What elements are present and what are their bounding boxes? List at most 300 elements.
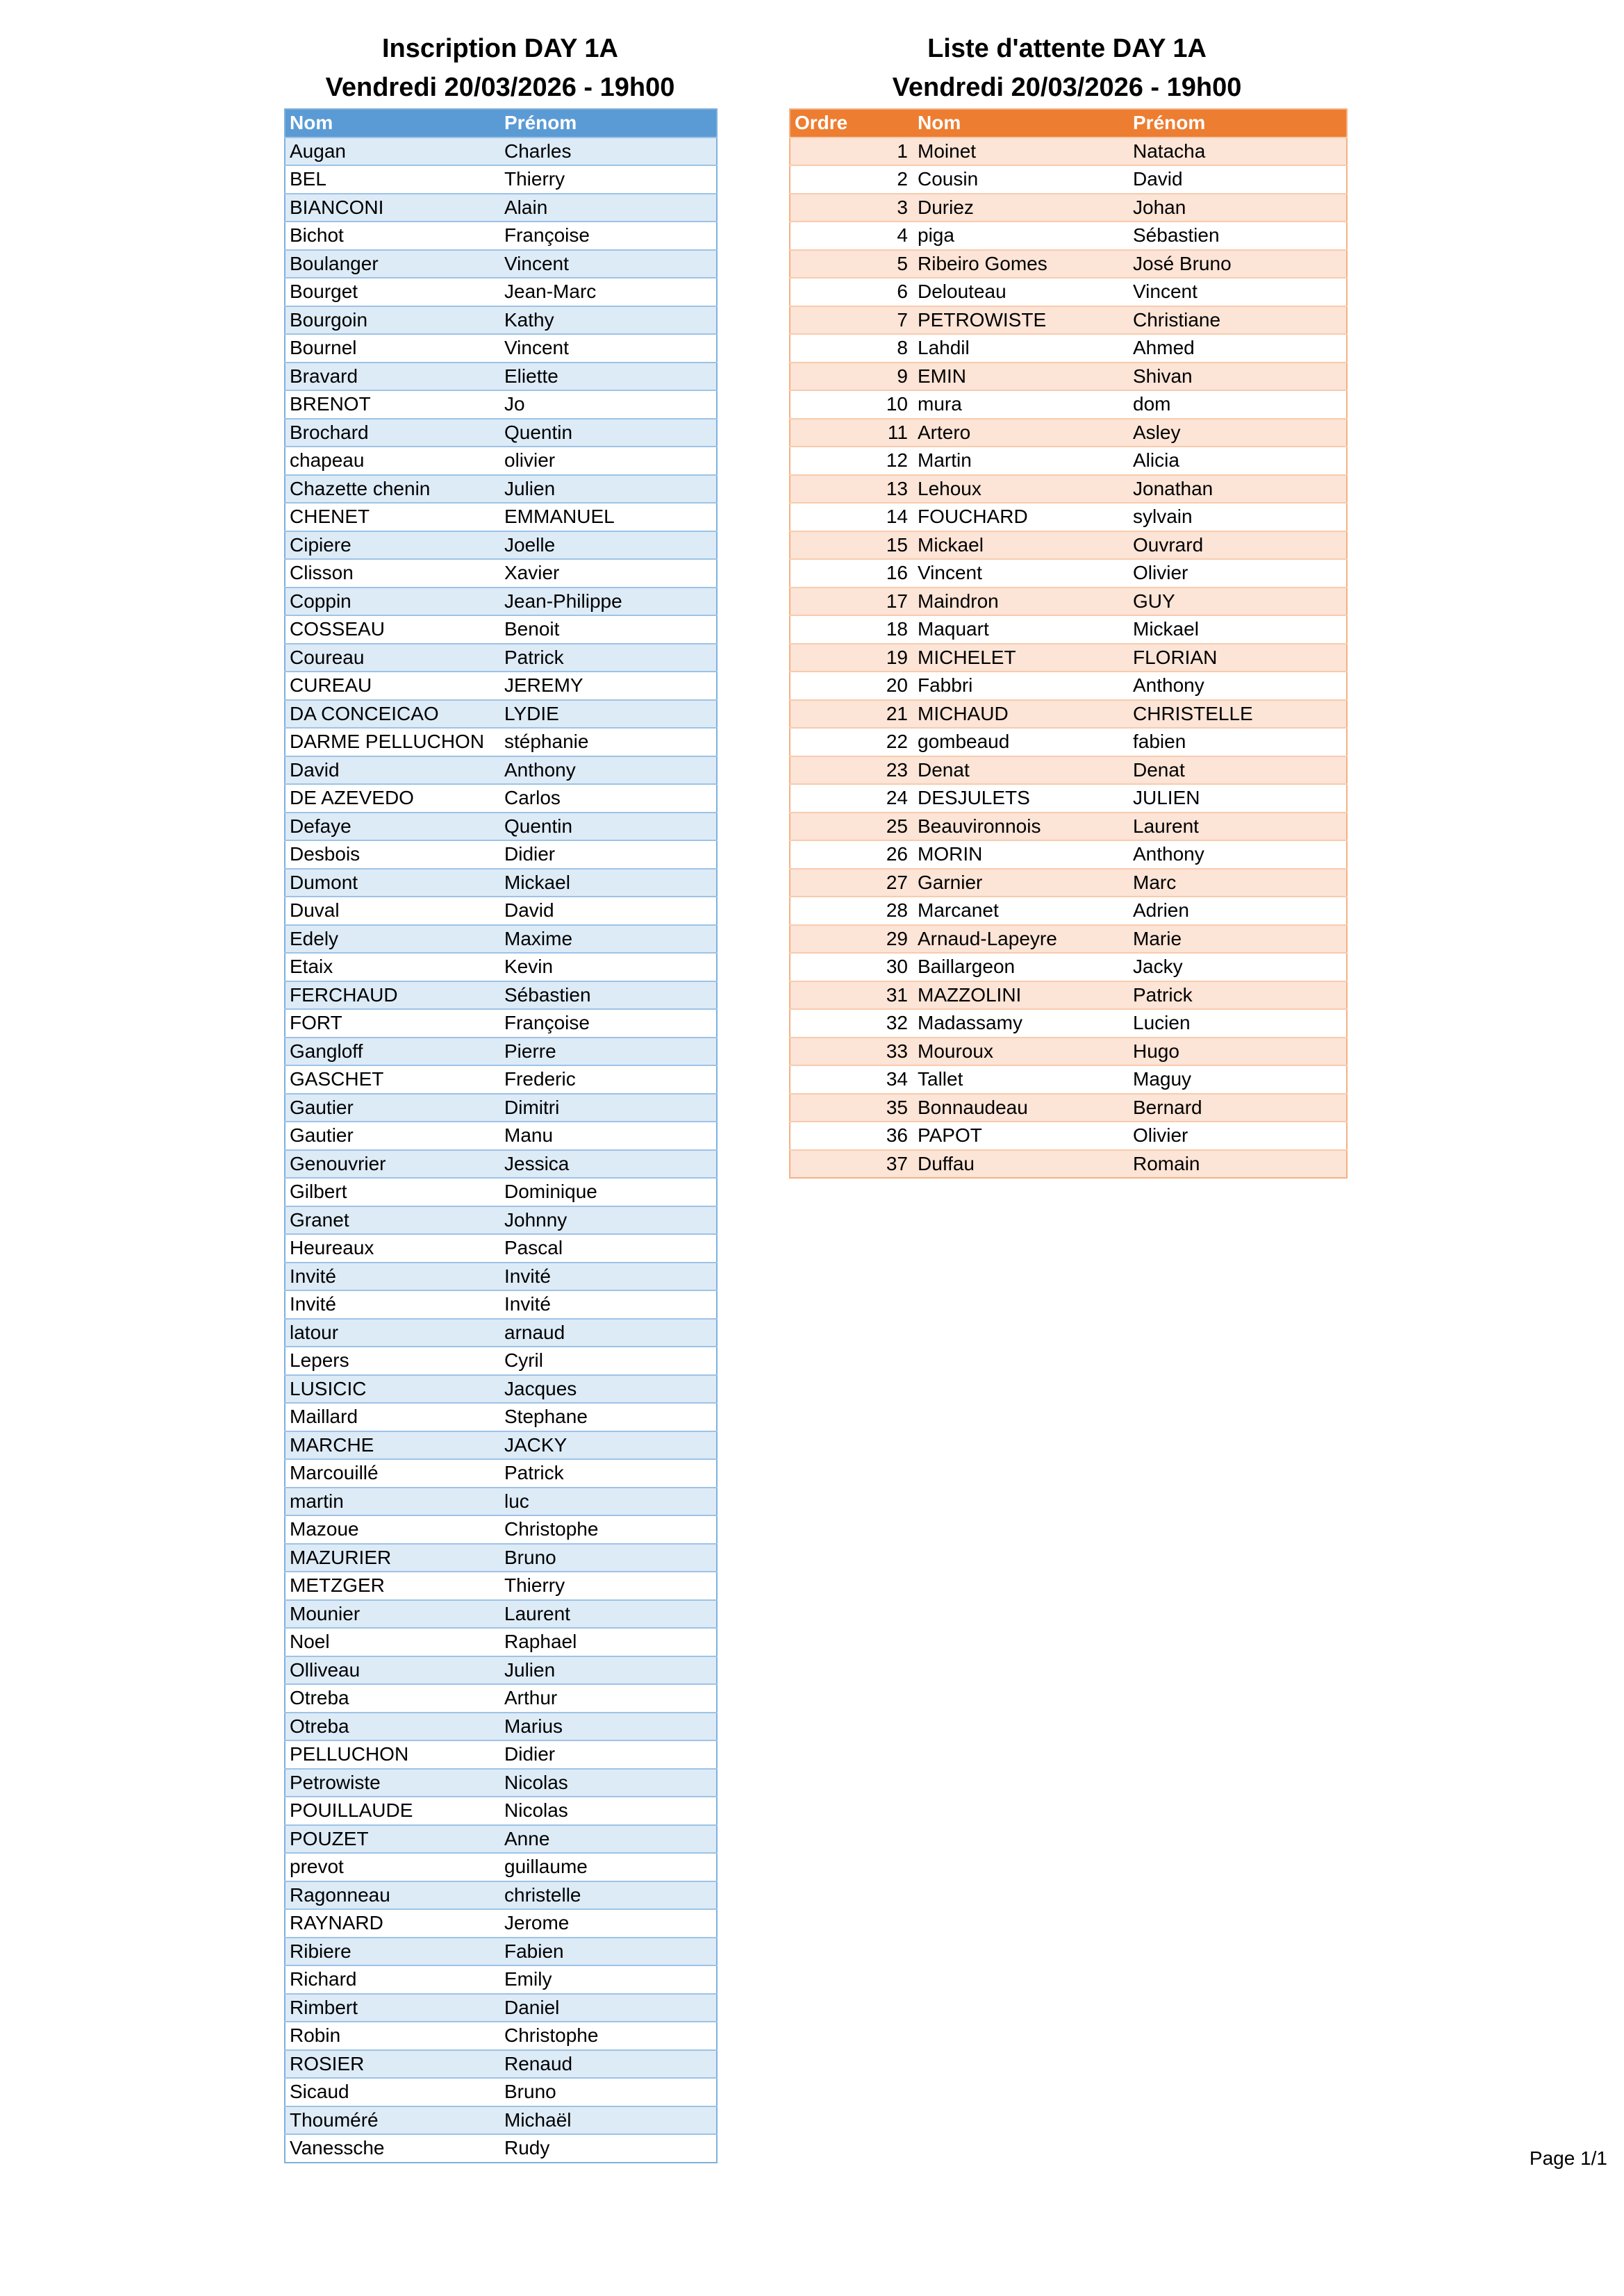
nom-cell: Denat — [913, 756, 1129, 785]
table-row — [285, 728, 717, 756]
table-row — [285, 1009, 717, 1038]
prenom-cell: Renaud — [500, 2050, 717, 2079]
ordre-cell: 37 — [790, 1150, 913, 1179]
nom-cell: PETROWISTE — [913, 306, 1129, 335]
nom-cell: Fabbri — [913, 672, 1129, 700]
table-row — [790, 475, 1347, 504]
table-row — [285, 222, 717, 250]
ordre-cell: 19 — [790, 644, 913, 672]
table-row — [285, 784, 717, 813]
nom-cell: Duffau — [913, 1150, 1129, 1179]
prenom-cell: Thierry — [500, 1572, 717, 1600]
nom-cell: Dumont — [285, 869, 500, 897]
table-row — [285, 1853, 717, 1881]
nom-cell: Robin — [285, 2022, 500, 2050]
table-row — [790, 306, 1347, 335]
prenom-cell: Nicolas — [500, 1797, 717, 1825]
prenom-cell: Anne — [500, 1825, 717, 1854]
nom-cell: BIANCONI — [285, 194, 500, 222]
table-row — [285, 165, 717, 194]
nom-cell: Beauvironnois — [913, 813, 1129, 841]
table-row — [790, 840, 1347, 869]
prenom-cell: Johnny — [500, 1206, 717, 1235]
prenom-cell: Jacky — [1129, 953, 1347, 981]
table-row — [285, 925, 717, 954]
prenom-cell: Dominique — [500, 1178, 717, 1206]
nom-cell: POUZET — [285, 1825, 500, 1854]
prenom-cell: Sébastien — [500, 981, 717, 1010]
table-row — [790, 559, 1347, 588]
nom-cell: FOUCHARD — [913, 503, 1129, 531]
prenom-cell: Emily — [500, 1965, 717, 1994]
prenom-cell: Raphael — [500, 1628, 717, 1656]
ordre-cell: 13 — [790, 475, 913, 504]
ordre-cell: 34 — [790, 1065, 913, 1094]
ordre-cell: 16 — [790, 559, 913, 588]
page-number: Page 1/1 — [1529, 2147, 1607, 2169]
table-row — [790, 784, 1347, 813]
table-row — [285, 419, 717, 447]
ordre-cell: 25 — [790, 813, 913, 841]
nom-cell: Sicaud — [285, 2078, 500, 2106]
table-row — [285, 1094, 717, 1122]
table-row — [790, 1038, 1347, 1066]
nom-cell: Maindron — [913, 588, 1129, 616]
table-row — [285, 306, 717, 335]
table-row — [285, 1347, 717, 1375]
table-row — [790, 1065, 1347, 1094]
ordre-cell: 3 — [790, 194, 913, 222]
nom-cell: FORT — [285, 1009, 500, 1038]
table-row — [790, 672, 1347, 700]
table-row — [285, 981, 717, 1010]
header-ordre: Ordre — [790, 109, 913, 138]
nom-cell: Ragonneau — [285, 1881, 500, 1910]
table-row — [790, 194, 1347, 222]
registration-title-line2: Vendredi 20/03/2026 - 19h00 — [325, 73, 675, 102]
prenom-cell: guillaume — [500, 1853, 717, 1881]
prenom-cell: Vincent — [1129, 278, 1347, 306]
nom-cell: COSSEAU — [285, 615, 500, 644]
prenom-cell: Jacques — [500, 1375, 717, 1404]
ordre-cell: 32 — [790, 1009, 913, 1038]
table-row — [790, 531, 1347, 560]
prenom-cell: Pierre — [500, 1038, 717, 1066]
prenom-cell: Carlos — [500, 784, 717, 813]
table-row — [790, 363, 1347, 391]
nom-cell: Rimbert — [285, 1994, 500, 2022]
nom-cell: MAZZOLINI — [913, 981, 1129, 1010]
prenom-cell: Ahmed — [1129, 334, 1347, 363]
table-row — [285, 1881, 717, 1910]
table-row — [285, 1178, 717, 1206]
prenom-cell: Daniel — [500, 1994, 717, 2022]
prenom-cell: Maguy — [1129, 1065, 1347, 1094]
table-row — [285, 1263, 717, 1291]
nom-cell: Marcouillé — [285, 1459, 500, 1488]
nom-cell: Bichot — [285, 222, 500, 250]
table-row — [285, 1515, 717, 1544]
table-row — [285, 1600, 717, 1629]
header-prenom: Prénom — [500, 109, 717, 138]
table-row — [790, 1094, 1347, 1122]
nom-cell: Delouteau — [913, 278, 1129, 306]
prenom-cell: Mickael — [500, 869, 717, 897]
nom-cell: EMIN — [913, 363, 1129, 391]
prenom-cell: Quentin — [500, 419, 717, 447]
table-row — [285, 588, 717, 616]
nom-cell: Maillard — [285, 1403, 500, 1431]
prenom-cell: Benoit — [500, 615, 717, 644]
nom-cell: Baillargeon — [913, 953, 1129, 981]
table-row — [285, 615, 717, 644]
nom-cell: Granet — [285, 1206, 500, 1235]
table-row — [285, 1290, 717, 1319]
nom-cell: Invité — [285, 1290, 500, 1319]
nom-cell: PAPOT — [913, 1122, 1129, 1150]
table-row — [285, 250, 717, 278]
nom-cell: Gangloff — [285, 1038, 500, 1066]
nom-cell: Vanessche — [285, 2134, 500, 2163]
table-row — [790, 447, 1347, 475]
table-row — [285, 1825, 717, 1854]
table-row — [790, 615, 1347, 644]
nom-cell: Mazoue — [285, 1515, 500, 1544]
prenom-cell: Cyril — [500, 1347, 717, 1375]
ordre-cell: 31 — [790, 981, 913, 1010]
nom-cell: Mickael — [913, 531, 1129, 560]
prenom-cell: Didier — [500, 840, 717, 869]
table-row — [285, 1769, 717, 1797]
prenom-cell: Françoise — [500, 1009, 717, 1038]
nom-cell: Bourgoin — [285, 306, 500, 335]
prenom-cell: Lucien — [1129, 1009, 1347, 1038]
nom-cell: Artero — [913, 419, 1129, 447]
table-row — [285, 138, 717, 166]
nom-cell: Duriez — [913, 194, 1129, 222]
ordre-cell: 24 — [790, 784, 913, 813]
ordre-cell: 20 — [790, 672, 913, 700]
table-row — [790, 503, 1347, 531]
ordre-cell: 7 — [790, 306, 913, 335]
prenom-cell: Romain — [1129, 1150, 1347, 1179]
table-row — [285, 1994, 717, 2022]
table-row — [790, 1150, 1347, 1179]
table-row — [790, 953, 1347, 981]
nom-cell: Chazette chenin — [285, 475, 500, 504]
prenom-cell: FLORIAN — [1129, 644, 1347, 672]
prenom-cell: Jean-Philippe — [500, 588, 717, 616]
table-row — [790, 813, 1347, 841]
nom-cell: Gautier — [285, 1122, 500, 1150]
nom-cell: MORIN — [913, 840, 1129, 869]
table-row — [285, 334, 717, 363]
table-row — [285, 1909, 717, 1938]
prenom-cell: Julien — [500, 1656, 717, 1685]
waiting-list-rows — [790, 138, 1347, 1179]
waiting-list-title-line1: Liste d'attente DAY 1A — [927, 34, 1207, 63]
nom-cell: Bravard — [285, 363, 500, 391]
prenom-cell: Marc — [1129, 869, 1347, 897]
table-row — [285, 700, 717, 729]
ordre-cell: 10 — [790, 390, 913, 419]
waiting-list-table — [789, 108, 1348, 1179]
table-row — [285, 2106, 717, 2135]
table-row — [790, 897, 1347, 925]
nom-cell: Etaix — [285, 953, 500, 981]
nom-cell: Mouroux — [913, 1038, 1129, 1066]
table-row — [285, 840, 717, 869]
nom-cell: Richard — [285, 1965, 500, 1994]
nom-cell: DESJULETS — [913, 784, 1129, 813]
prenom-cell: Jonathan — [1129, 475, 1347, 504]
prenom-cell: José Bruno — [1129, 250, 1347, 278]
nom-cell: Mounier — [285, 1600, 500, 1629]
prenom-cell: Anthony — [500, 756, 717, 785]
nom-cell: Garnier — [913, 869, 1129, 897]
ordre-cell: 36 — [790, 1122, 913, 1150]
prenom-cell: Bruno — [500, 1544, 717, 1572]
nom-cell: mura — [913, 390, 1129, 419]
nom-cell: chapeau — [285, 447, 500, 475]
nom-cell: Coppin — [285, 588, 500, 616]
table-row — [285, 1319, 717, 1347]
nom-cell: Invité — [285, 1263, 500, 1291]
nom-cell: BRENOT — [285, 390, 500, 419]
ordre-cell: 22 — [790, 728, 913, 756]
prenom-cell: Anthony — [1129, 840, 1347, 869]
nom-cell: Defaye — [285, 813, 500, 841]
nom-cell: Coureau — [285, 644, 500, 672]
table-row — [790, 222, 1347, 250]
prenom-cell: Laurent — [1129, 813, 1347, 841]
nom-cell: Desbois — [285, 840, 500, 869]
prenom-cell: Invité — [500, 1263, 717, 1291]
prenom-cell: LYDIE — [500, 700, 717, 729]
table-row — [790, 250, 1347, 278]
nom-cell: Marcanet — [913, 897, 1129, 925]
nom-cell: ROSIER — [285, 2050, 500, 2079]
table-row — [285, 1684, 717, 1713]
table-row — [790, 728, 1347, 756]
nom-cell: Olliveau — [285, 1656, 500, 1685]
table-row — [285, 1740, 717, 1769]
prenom-cell: Frederic — [500, 1065, 717, 1094]
waiting-list-title — [788, 29, 1346, 107]
nom-cell: Bourget — [285, 278, 500, 306]
prenom-cell: Joelle — [500, 531, 717, 560]
table-row — [285, 1403, 717, 1431]
prenom-cell: Natacha — [1129, 138, 1347, 166]
nom-cell: BEL — [285, 165, 500, 194]
table-row — [285, 813, 717, 841]
table-row — [285, 1234, 717, 1263]
nom-cell: latour — [285, 1319, 500, 1347]
nom-cell: DA CONCEICAO — [285, 700, 500, 729]
nom-cell: gombeaud — [913, 728, 1129, 756]
prenom-cell: Manu — [500, 1122, 717, 1150]
prenom-cell: Jessica — [500, 1150, 717, 1179]
ordre-cell: 23 — [790, 756, 913, 785]
nom-cell: Cipiere — [285, 531, 500, 560]
table-row — [285, 897, 717, 925]
nom-cell: Heureaux — [285, 1234, 500, 1263]
prenom-cell: Julien — [500, 475, 717, 504]
prenom-cell: Kathy — [500, 306, 717, 335]
table-row — [790, 869, 1347, 897]
table-row — [285, 2134, 717, 2163]
registration-header-row — [285, 109, 717, 138]
nom-cell: Otreba — [285, 1713, 500, 1741]
nom-cell: Ribiere — [285, 1938, 500, 1966]
ordre-cell: 27 — [790, 869, 913, 897]
table-row — [285, 390, 717, 419]
ordre-cell: 14 — [790, 503, 913, 531]
nom-cell: Lehoux — [913, 475, 1129, 504]
table-row — [285, 1488, 717, 1516]
nom-cell: DARME PELLUCHON — [285, 728, 500, 756]
prenom-cell: Charles — [500, 138, 717, 166]
prenom-cell: Patrick — [500, 644, 717, 672]
prenom-cell: Eliette — [500, 363, 717, 391]
table-row — [285, 1797, 717, 1825]
nom-cell: Lahdil — [913, 334, 1129, 363]
nom-cell: MICHELET — [913, 644, 1129, 672]
prenom-cell: Alicia — [1129, 447, 1347, 475]
table-row — [790, 419, 1347, 447]
nom-cell: CUREAU — [285, 672, 500, 700]
nom-cell: Tallet — [913, 1065, 1129, 1094]
nom-cell: Cousin — [913, 165, 1129, 194]
nom-cell: METZGER — [285, 1572, 500, 1600]
header-nom: Nom — [913, 109, 1129, 138]
table-row — [285, 672, 717, 700]
table-row — [790, 644, 1347, 672]
nom-cell: Genouvrier — [285, 1150, 500, 1179]
prenom-cell: JACKY — [500, 1431, 717, 1460]
table-row — [285, 2078, 717, 2106]
table-row — [790, 390, 1347, 419]
prenom-cell: Françoise — [500, 222, 717, 250]
ordre-cell: 28 — [790, 897, 913, 925]
nom-cell: Otreba — [285, 1684, 500, 1713]
prenom-cell: Hugo — [1129, 1038, 1347, 1066]
table-row — [790, 1009, 1347, 1038]
nom-cell: Bournel — [285, 334, 500, 363]
table-row — [285, 1065, 717, 1094]
prenom-cell: dom — [1129, 390, 1347, 419]
nom-cell: MAZURIER — [285, 1544, 500, 1572]
table-row — [285, 756, 717, 785]
table-row — [790, 700, 1347, 729]
prenom-cell: Sébastien — [1129, 222, 1347, 250]
table-row — [285, 1713, 717, 1741]
table-row — [285, 1459, 717, 1488]
table-row — [285, 1544, 717, 1572]
nom-cell: Thouméré — [285, 2106, 500, 2135]
prenom-cell: David — [500, 897, 717, 925]
prenom-cell: Anthony — [1129, 672, 1347, 700]
ordre-cell: 12 — [790, 447, 913, 475]
nom-cell: Madassamy — [913, 1009, 1129, 1038]
header-prenom: Prénom — [1129, 109, 1347, 138]
table-row — [790, 588, 1347, 616]
ordre-cell: 21 — [790, 700, 913, 729]
prenom-cell: Dimitri — [500, 1094, 717, 1122]
table-row — [285, 869, 717, 897]
table-row — [790, 981, 1347, 1010]
table-row — [285, 1965, 717, 1994]
nom-cell: Moinet — [913, 138, 1129, 166]
table-row — [285, 953, 717, 981]
nom-cell: martin — [285, 1488, 500, 1516]
table-row — [790, 278, 1347, 306]
prenom-cell: Christiane — [1129, 306, 1347, 335]
registration-title-line1: Inscription DAY 1A — [382, 34, 618, 63]
ordre-cell: 26 — [790, 840, 913, 869]
prenom-cell: Adrien — [1129, 897, 1347, 925]
ordre-cell: 2 — [790, 165, 913, 194]
table-row — [285, 475, 717, 504]
nom-cell: MICHAUD — [913, 700, 1129, 729]
prenom-cell: Thierry — [500, 165, 717, 194]
nom-cell: PELLUCHON — [285, 1740, 500, 1769]
table-row — [285, 2050, 717, 2079]
table-row — [285, 1572, 717, 1600]
table-row — [285, 559, 717, 588]
prenom-cell: Didier — [500, 1740, 717, 1769]
prenom-cell: Bernard — [1129, 1094, 1347, 1122]
ordre-cell: 5 — [790, 250, 913, 278]
table-row — [285, 1656, 717, 1685]
table-row — [285, 1150, 717, 1179]
prenom-cell: fabien — [1129, 728, 1347, 756]
ordre-cell: 4 — [790, 222, 913, 250]
prenom-cell: olivier — [500, 447, 717, 475]
nom-cell: MARCHE — [285, 1431, 500, 1460]
nom-cell: FERCHAUD — [285, 981, 500, 1010]
prenom-cell: Jerome — [500, 1909, 717, 1938]
nom-cell: prevot — [285, 1853, 500, 1881]
registration-title — [283, 29, 717, 107]
ordre-cell: 18 — [790, 615, 913, 644]
prenom-cell: Nicolas — [500, 1769, 717, 1797]
prenom-cell: Marie — [1129, 925, 1347, 954]
ordre-cell: 8 — [790, 334, 913, 363]
ordre-cell: 17 — [790, 588, 913, 616]
nom-cell: Brochard — [285, 419, 500, 447]
prenom-cell: Denat — [1129, 756, 1347, 785]
nom-cell: GASCHET — [285, 1065, 500, 1094]
prenom-cell: stéphanie — [500, 728, 717, 756]
nom-cell: David — [285, 756, 500, 785]
prenom-cell: Johan — [1129, 194, 1347, 222]
prenom-cell: christelle — [500, 1881, 717, 1910]
table-row — [285, 1206, 717, 1235]
table-row — [285, 531, 717, 560]
prenom-cell: Shivan — [1129, 363, 1347, 391]
prenom-cell: Christophe — [500, 1515, 717, 1544]
prenom-cell: Bruno — [500, 2078, 717, 2106]
nom-cell: Bonnaudeau — [913, 1094, 1129, 1122]
prenom-cell: Stephane — [500, 1403, 717, 1431]
table-row — [285, 1431, 717, 1460]
ordre-cell: 35 — [790, 1094, 913, 1122]
table-row — [790, 1122, 1347, 1150]
nom-cell: Duval — [285, 897, 500, 925]
nom-cell: DE AZEVEDO — [285, 784, 500, 813]
registration-table — [284, 108, 718, 2163]
